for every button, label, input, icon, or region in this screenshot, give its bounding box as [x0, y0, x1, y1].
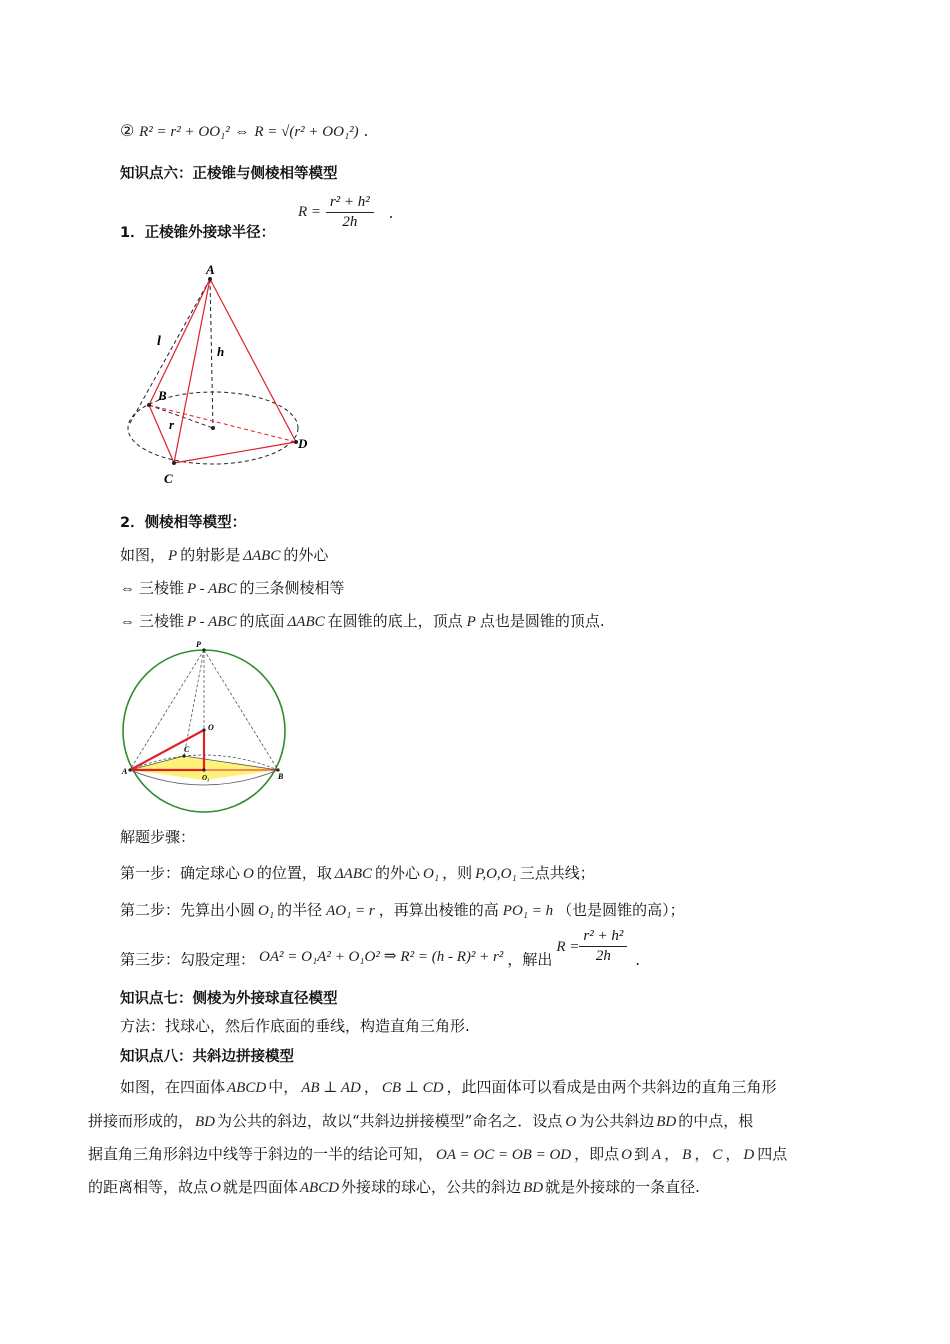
- text: 据直角三角形斜边中线等于斜边的一半的结论可知，: [88, 1145, 434, 1163]
- math-pythagoras: OA² = O₁A² + O₁O²: [259, 948, 380, 965]
- line-PB: [204, 650, 278, 770]
- math-BD: BD: [523, 1180, 544, 1196]
- section7-heading: 知识点七：侧棱为外接球直径模型: [120, 991, 338, 1007]
- section6-heading: 知识点六：正棱锥与侧棱相等模型: [120, 166, 338, 182]
- equivalence-arrow: ⇔: [120, 581, 135, 597]
- point-A: [128, 768, 131, 771]
- text: 的外心: [283, 546, 329, 564]
- item1-label: 1．正棱锥外接球半径：: [120, 225, 276, 241]
- fraction: [326, 194, 374, 231]
- math-ABCD: ABCD: [299, 1180, 340, 1196]
- implies-arrow: ⇒: [383, 948, 397, 965]
- item2-line3: [120, 610, 605, 631]
- point-O: [202, 728, 205, 731]
- label-O1: O₁: [202, 774, 210, 782]
- math-D: D: [743, 1147, 755, 1163]
- label-h: h: [217, 344, 225, 359]
- text: ，则: [442, 864, 473, 882]
- math-AO1: AO₁ = r: [326, 903, 375, 919]
- point-O1: [202, 768, 205, 771]
- section8-heading: 知识点八：共斜边拼接模型: [120, 1049, 294, 1065]
- section7-method: 方法：找球心，然后作底面的垂线，构造直角三角形.: [120, 1017, 470, 1035]
- point-C: [172, 461, 176, 465]
- text: 就是四面体: [222, 1178, 298, 1196]
- formula-r-eq: R =: [298, 204, 322, 220]
- item2-line2: [120, 577, 344, 598]
- fraction-numerator: r² + h²: [579, 928, 627, 947]
- text: 三点共线；: [519, 864, 595, 882]
- text: 到: [633, 1145, 649, 1163]
- edge-BC: [149, 405, 174, 463]
- circled-number: ②: [120, 121, 135, 140]
- math-O: O: [621, 1147, 632, 1163]
- text: ，再算出棱锥的高: [378, 901, 499, 919]
- label-C: C: [184, 745, 190, 754]
- edge-AD: [210, 279, 296, 442]
- math-triangle-ABC: ΔABC: [243, 548, 281, 564]
- math-BD: BD: [195, 1114, 216, 1130]
- math-triangle-ABC: ΔABC: [287, 614, 325, 630]
- label-A: A: [122, 767, 128, 776]
- label-P: P: [196, 640, 201, 649]
- math-pyramid: P - ABC: [187, 581, 237, 597]
- fraction-denominator: 2h: [595, 948, 611, 964]
- math-C: C: [712, 1147, 723, 1163]
- math-O: O: [210, 1180, 221, 1196]
- text: 四点: [757, 1145, 788, 1163]
- text: 就是外接球的一条直径.: [545, 1178, 700, 1196]
- text: 为公共斜边: [579, 1112, 655, 1130]
- item2-line1: [120, 544, 328, 565]
- text: ，: [664, 1145, 680, 1163]
- fraction: [579, 928, 627, 965]
- formula-r-eq: R =: [556, 938, 580, 955]
- formula-line-2: [120, 121, 368, 141]
- label-C: C: [164, 471, 173, 486]
- text: 的位置，取: [256, 864, 332, 882]
- text: 三棱锥: [139, 612, 185, 630]
- step1: [120, 862, 595, 883]
- text: ，此四面体可以看成是由两个共斜边的直角三角形: [446, 1078, 777, 1096]
- math-ABCD: ABCD: [227, 1080, 267, 1096]
- text: 点也是圆锥的顶点.: [479, 612, 605, 630]
- math-P: P: [466, 614, 476, 630]
- text: 的底面: [239, 612, 285, 630]
- math-points: P,O,O₁: [475, 866, 517, 882]
- edge-AC: [174, 279, 210, 463]
- text: 的三条侧棱相等: [239, 579, 345, 597]
- point-center: [211, 426, 215, 430]
- label-O: O: [208, 723, 214, 732]
- section8-para-line1: [120, 1076, 777, 1097]
- label-A: A: [206, 262, 215, 277]
- text: ，: [694, 1145, 710, 1163]
- text: （也是圆锥的高）；: [557, 901, 685, 919]
- equivalence-arrow: ⇔: [120, 614, 135, 630]
- label-l: l: [157, 334, 161, 349]
- steps-title: 解题步骤：: [120, 828, 196, 846]
- text: ，即点: [574, 1145, 620, 1163]
- label-r: r: [169, 417, 175, 432]
- text: ，解出: [507, 950, 553, 969]
- text: 第一步：确定球心: [120, 864, 241, 882]
- fraction-denominator: 2h: [342, 214, 358, 230]
- math-A: A: [651, 1147, 662, 1163]
- formula-left: R² = r² + OO₁²: [139, 124, 230, 140]
- math-O1: O₁: [258, 903, 275, 919]
- period: .: [363, 122, 369, 140]
- text: 第三步：勾股定理：: [120, 950, 256, 969]
- section8-para-line3: [88, 1143, 787, 1164]
- text: 拼接而形成的，: [88, 1112, 194, 1130]
- text: ，: [725, 1145, 741, 1163]
- pyramid-cone-figure: [120, 258, 320, 490]
- text: 中，: [268, 1078, 299, 1096]
- text: ，: [363, 1078, 379, 1096]
- text: 第二步：先算出小圆: [120, 901, 256, 919]
- fraction-numerator: r² + h²: [326, 194, 374, 213]
- math-pyramid: P - ABC: [187, 614, 237, 630]
- math-P: P: [168, 548, 178, 564]
- text: 外接球的球心，公共的斜边: [341, 1178, 522, 1196]
- section8-para-line2: [88, 1110, 753, 1131]
- point-B: [147, 403, 151, 407]
- text: 的半径: [277, 901, 323, 919]
- math-O: O: [565, 1114, 577, 1130]
- text: 在圆锥的底上，顶点: [327, 612, 463, 630]
- period: .: [388, 203, 394, 222]
- step2: [120, 899, 685, 920]
- text: 如图，: [120, 546, 166, 564]
- section8-para-line4: [88, 1176, 700, 1197]
- math-BD: BD: [656, 1114, 677, 1130]
- formula-right: R = √(r² + OO₁²): [254, 124, 359, 140]
- label-B: B: [158, 388, 167, 403]
- math-O1: O₁: [423, 866, 440, 882]
- text: 的外心: [375, 864, 421, 882]
- point-C: [182, 754, 185, 757]
- text: 如图，在四面体: [120, 1078, 226, 1096]
- point-P: [202, 648, 205, 651]
- equivalence-arrow: ⇔: [234, 124, 250, 140]
- math-B: B: [682, 1147, 692, 1163]
- label-D: D: [298, 436, 308, 451]
- math-equation: R² = (h - R)² + r²: [400, 948, 504, 965]
- math-PO1: PO₁ = h: [502, 903, 554, 919]
- text: 的射影是: [180, 546, 241, 564]
- math-O: O: [243, 866, 254, 882]
- text: 的距离相等，故点: [88, 1178, 209, 1196]
- period: .: [635, 950, 641, 969]
- text: 为公共的斜边，故以“共斜边拼接模型”命名之．设点: [217, 1112, 563, 1130]
- height-line: [210, 279, 213, 428]
- step3: [120, 928, 640, 970]
- math-AB-perp-AD: AB ⊥ AD: [301, 1080, 361, 1096]
- math-triangle-ABC: ΔABC: [334, 866, 373, 882]
- sphere-cone-figure: [118, 640, 290, 818]
- item1-formula: [298, 194, 393, 231]
- edge-CD: [174, 442, 296, 463]
- math-equal-distances: OA = OC = OB = OD: [436, 1147, 572, 1163]
- label-B: B: [278, 772, 284, 781]
- cone-left-generator: [129, 279, 210, 425]
- math-CB-perp-CD: CB ⊥ CD: [381, 1080, 444, 1096]
- item2-label: 2．侧棱相等模型：: [120, 515, 247, 531]
- text: 的中点，根: [678, 1112, 754, 1130]
- point-A: [208, 277, 212, 281]
- text: 三棱锥: [139, 579, 185, 597]
